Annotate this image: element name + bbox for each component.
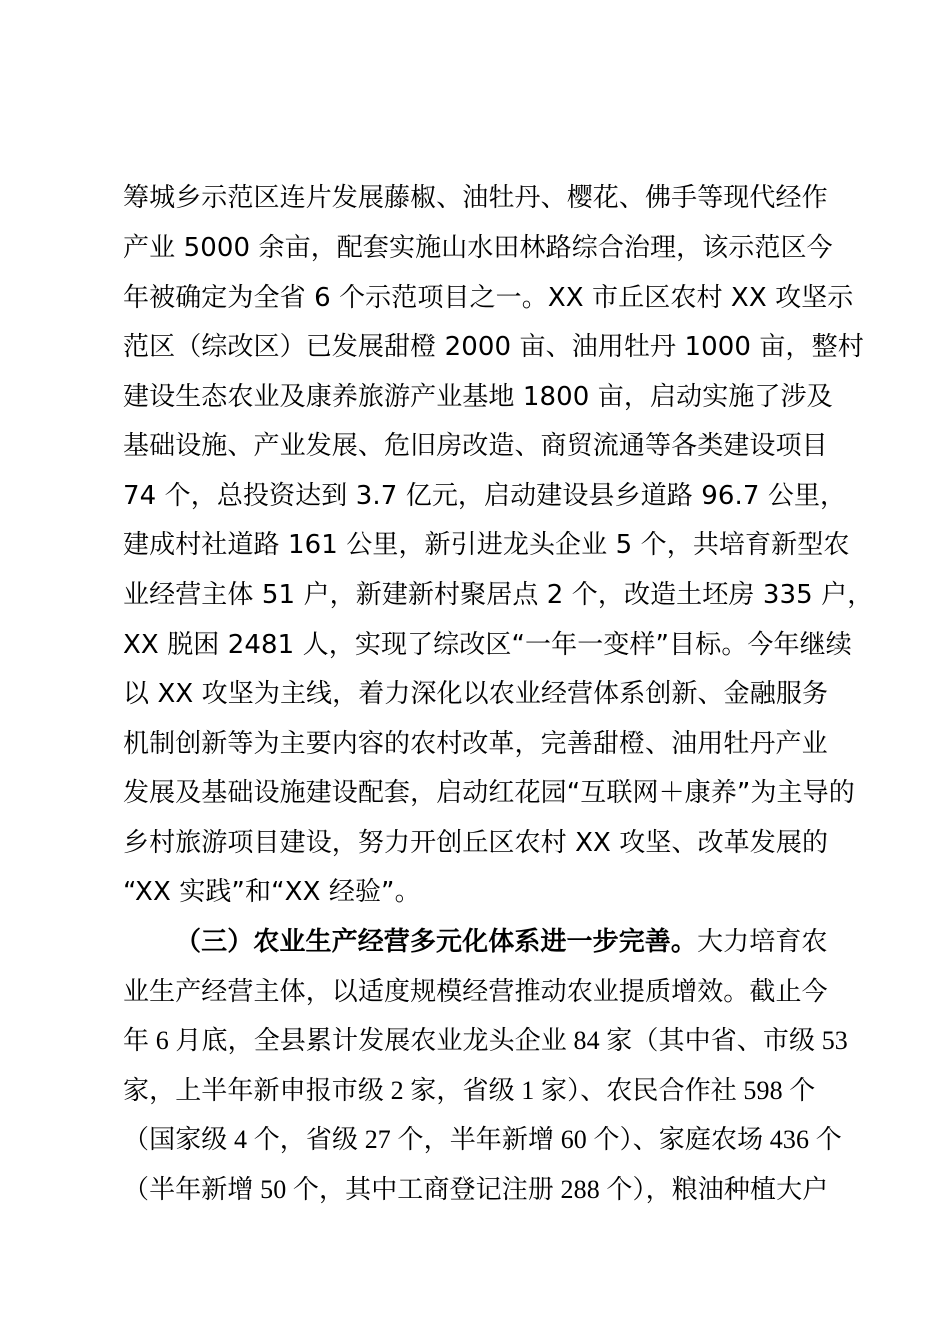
body-text-line: 发展及基础设施建设配套，启动红花园“互联网＋康养”为主导的 bbox=[123, 778, 855, 808]
body-text-line: 范区（综改区）已发展甜橙 2000 亩、油用牡丹 1000 亩，整村 bbox=[123, 332, 864, 362]
section-heading-continuation: 大力培育农 bbox=[697, 927, 828, 957]
body-text-line: 筹城乡示范区连片发展藤椒、油牡丹、樱花、佛手等现代经作 bbox=[123, 183, 828, 213]
section-heading: （三）农业生产经营多元化体系进一步完善。 bbox=[175, 927, 698, 957]
body-text-line: 基础设施、产业发展、危旧房改造、商贸流通等各类建设项目 bbox=[123, 431, 828, 461]
body-text-line: 乡村旅游项目建设，努力开创丘区农村 XX 攻坚、改革发展的 bbox=[123, 828, 829, 858]
body-text-line: 建成村社道路 161 公里，新引进龙头企业 5 个，共培育新型农 bbox=[123, 530, 850, 560]
body-text-line: （半年新增 50 个，其中工商登记注册 288 个），粮油种植大户 bbox=[123, 1175, 829, 1204]
body-text-line: 家，上半年新申报市级 2 家，省级 1 家）、农民合作社 598 个 bbox=[123, 1076, 816, 1105]
body-text-line: 建设生态农业及康养旅游产业基地 1800 亩，启动实施了涉及 bbox=[123, 382, 833, 412]
body-text-line: 年被确定为全省 6 个示范项目之一。XX 市丘区农村 XX 攻坚示 bbox=[123, 283, 854, 313]
body-text-line: 74 个，总投资达到 3.7 亿元，启动建设县乡道路 96.7 公里， bbox=[123, 481, 847, 511]
body-text-line: 机制创新等为主要内容的农村改革，完善甜橙、油用牡丹产业 bbox=[123, 729, 828, 759]
body-text-line: 以 XX 攻坚为主线，着力深化以农业经营体系创新、金融服务 bbox=[123, 679, 829, 709]
body-text-line: 年 6 月底，全县累计发展农业龙头企业 84 家（其中省、市级 53 bbox=[123, 1026, 848, 1055]
section-heading-line bbox=[175, 925, 843, 959]
body-text-line: 产业 5000 余亩，配套实施山水田林路综合治理，该示范区今 bbox=[123, 233, 833, 263]
body-text-line: “XX 实践”和“XX 经验”。 bbox=[123, 877, 421, 907]
body-text-line: （国家级 4 个，省级 27 个，半年新增 60 个）、家庭农场 436 个 bbox=[123, 1125, 842, 1154]
body-text-line: XX 脱困 2481 人，实现了综改区“一年一变样”目标。今年继续 bbox=[123, 630, 852, 660]
body-text-line: 业经营主体 51 户，新建新村聚居点 2 个，改造土坯房 335 户， bbox=[123, 580, 874, 610]
body-text-line: 业生产经营主体，以适度规模经营推动农业提质增效。截止今 bbox=[123, 977, 828, 1007]
